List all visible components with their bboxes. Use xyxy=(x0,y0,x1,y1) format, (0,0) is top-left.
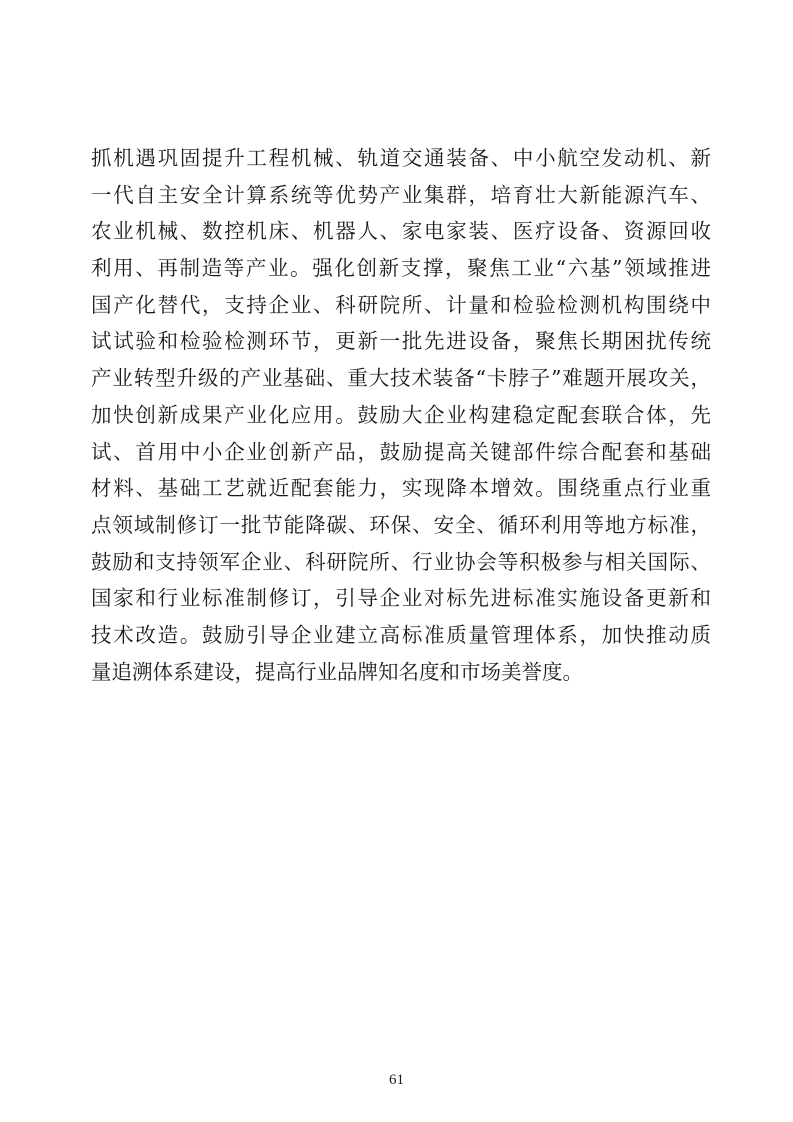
paragraph-line: 产业转型升级的产业基础、重大技术装备“卡脖子”难题开展攻关， xyxy=(91,366,711,391)
paragraph-line: 一代自主安全计算系统等优势产业集群，培育壮大新能源汽车、 xyxy=(91,182,711,207)
body-paragraph xyxy=(91,140,711,690)
paragraph-line: 利用、再制造等产业。强化创新支撑，聚焦工业“六基”领域推进 xyxy=(91,256,711,281)
paragraph-line: 试试验和检验检测环节，更新一批先进设备，聚焦长期困扰传统 xyxy=(91,329,711,354)
paragraph-line: 农业机械、数控机床、机器人、家电家装、医疗设备、资源回收 xyxy=(91,219,711,244)
paragraph-line: 点领域制修订一批节能降碳、环保、安全、循环利用等地方标准， xyxy=(91,512,711,537)
paragraph-line: 试、首用中小企业创新产品，鼓励提高关键部件综合配套和基础 xyxy=(91,439,711,464)
paragraph-line: 鼓励和支持领军企业、科研院所、行业协会等积极参与相关国际、 xyxy=(91,549,711,574)
paragraph-line: 材料、基础工艺就近配套能力，实现降本增效。围绕重点行业重 xyxy=(91,476,711,501)
paragraph-line: 国家和行业标准制修订，引导企业对标先进标准实施设备更新和 xyxy=(91,586,711,611)
page-number: 61 xyxy=(389,1072,404,1088)
paragraph-line: 技术改造。鼓励引导企业建立高标准质量管理体系，加快推动质 xyxy=(91,622,711,647)
paragraph-line: 量追溯体系建设，提高行业品牌知名度和市场美誉度。 xyxy=(91,659,583,684)
paragraph-line: 抓机遇巩固提升工程机械、轨道交通装备、中小航空发动机、新 xyxy=(91,146,711,170)
paragraph-line: 国产化替代，支持企业、科研院所、计量和检验检测机构围绕中 xyxy=(91,292,711,317)
paragraph-line: 加快创新成果产业化应用。鼓励大企业构建稳定配套联合体，先 xyxy=(91,402,711,427)
